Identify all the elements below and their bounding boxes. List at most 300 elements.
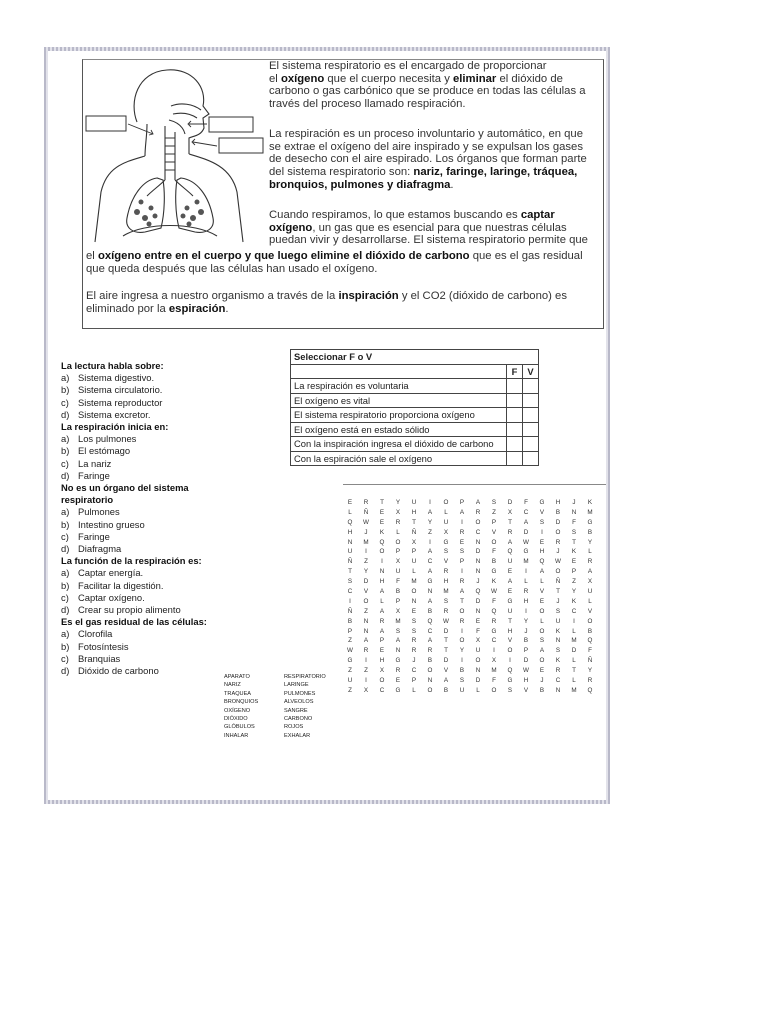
word-search-letter[interactable]: S — [443, 597, 449, 605]
question-option[interactable] — [61, 372, 236, 384]
tf-checkbox-v[interactable] — [523, 379, 539, 394]
word-search-letter[interactable]: Z — [428, 528, 432, 536]
word-search-letter[interactable]: D — [475, 597, 481, 605]
word-search-letter[interactable]: O — [539, 657, 545, 665]
word-search-letter[interactable]: P — [379, 637, 385, 645]
word-search-letter[interactable]: O — [539, 607, 545, 615]
word-search-letter[interactable]: G — [587, 518, 593, 526]
word-search-letter[interactable]: A — [459, 508, 465, 516]
word-search-letter[interactable]: O — [411, 588, 417, 596]
word-search-letter[interactable]: T — [556, 588, 560, 596]
word-search-letter[interactable]: X — [587, 578, 593, 586]
word-search-letter[interactable]: A — [587, 568, 593, 576]
word-search-letter[interactable]: N — [347, 538, 353, 546]
word-search-letter[interactable]: I — [461, 518, 463, 526]
word-search-letter[interactable]: D — [475, 677, 481, 685]
word-search-letter[interactable]: F — [492, 548, 496, 556]
word-search-letter[interactable]: P — [459, 499, 465, 506]
word-search-letter[interactable]: S — [411, 627, 417, 635]
tf-checkbox-v[interactable] — [523, 422, 539, 437]
word-search-letter[interactable]: I — [541, 528, 543, 536]
word-search-letter[interactable]: J — [412, 657, 416, 665]
word-search-letter[interactable]: J — [540, 677, 544, 685]
word-search-letter[interactable]: T — [572, 538, 576, 546]
word-search-letter[interactable]: G — [523, 548, 529, 556]
word-search-letter[interactable]: Q — [427, 617, 433, 625]
word-search-letter[interactable]: Ñ — [411, 528, 417, 536]
word-search-letter[interactable]: W — [363, 518, 369, 526]
word-search-letter[interactable]: L — [348, 508, 352, 516]
word-search-letter[interactable]: E — [539, 597, 545, 605]
word-search-letter[interactable]: A — [539, 647, 545, 655]
word-search-letter[interactable]: N — [475, 568, 481, 576]
word-search-letter[interactable]: J — [476, 578, 480, 586]
word-search-letter[interactable]: N — [395, 647, 401, 655]
word-search-letter[interactable]: B — [587, 627, 593, 635]
word-search-letter[interactable]: L — [588, 597, 592, 605]
word-search-letter[interactable]: Q — [491, 607, 497, 615]
question-option[interactable] — [61, 433, 236, 445]
word-search-letter[interactable]: Z — [364, 607, 368, 615]
word-search-letter[interactable]: Q — [379, 538, 385, 546]
word-search-letter[interactable]: O — [443, 499, 449, 506]
word-search-letter[interactable]: P — [571, 568, 577, 576]
word-search-letter[interactable]: U — [459, 686, 465, 694]
word-search-letter[interactable]: Q — [475, 588, 481, 596]
word-search-letter[interactable]: L — [524, 578, 528, 586]
word-search-letter[interactable]: C — [555, 677, 561, 685]
word-search-letter[interactable]: O — [587, 617, 593, 625]
word-search-letter[interactable]: Z — [364, 667, 368, 675]
word-search-letter[interactable]: X — [363, 686, 369, 694]
question-option[interactable] — [61, 592, 236, 604]
word-search-letter[interactable]: U — [475, 647, 481, 655]
question-option[interactable] — [61, 409, 236, 421]
question-option[interactable] — [61, 628, 236, 640]
word-search-letter[interactable]: A — [539, 568, 545, 576]
word-search-letter[interactable]: T — [444, 637, 448, 645]
word-search-letter[interactable]: G — [395, 686, 401, 694]
word-search-letter[interactable]: C — [571, 607, 577, 615]
word-search-letter[interactable]: R — [555, 538, 561, 546]
word-search-letter[interactable]: P — [411, 677, 417, 685]
word-search-letter[interactable]: L — [572, 677, 576, 685]
word-search-letter[interactable]: B — [427, 607, 433, 615]
word-search-letter[interactable]: M — [491, 667, 497, 675]
word-search-letter[interactable]: A — [427, 637, 433, 645]
word-search-letter[interactable]: O — [427, 667, 433, 675]
tf-checkbox-f[interactable] — [507, 437, 523, 452]
word-search-letter[interactable]: A — [427, 508, 433, 516]
word-search-letter[interactable]: E — [459, 538, 465, 546]
word-search-letter[interactable]: R — [379, 617, 385, 625]
word-search-letter[interactable]: N — [555, 637, 561, 645]
word-search-letter[interactable]: H — [443, 578, 449, 586]
word-search-letter[interactable]: F — [476, 627, 480, 635]
word-search-letter[interactable]: W — [555, 558, 561, 566]
word-search-letter[interactable]: O — [475, 657, 481, 665]
word-search-letter[interactable]: U — [347, 677, 353, 685]
word-search-letter[interactable]: S — [459, 677, 465, 685]
word-search-letter[interactable]: J — [556, 548, 560, 556]
word-search-letter[interactable]: A — [507, 538, 513, 546]
word-search-letter[interactable]: F — [588, 647, 592, 655]
word-search-letter[interactable]: E — [411, 607, 417, 615]
word-search-letter[interactable]: R — [411, 637, 417, 645]
word-search-letter[interactable]: Z — [364, 558, 368, 566]
question-option[interactable] — [61, 580, 236, 592]
word-search-letter[interactable]: E — [539, 538, 545, 546]
word-search-letter[interactable]: X — [491, 657, 497, 665]
word-search-letter[interactable]: S — [395, 627, 401, 635]
word-search-letter[interactable]: G — [491, 568, 497, 576]
question-option[interactable] — [61, 567, 236, 579]
question-option[interactable] — [61, 506, 236, 518]
word-search-letter[interactable]: E — [379, 508, 385, 516]
word-search-letter[interactable]: H — [379, 657, 385, 665]
word-search-letter[interactable]: E — [539, 667, 545, 675]
word-search-letter[interactable]: H — [411, 508, 417, 516]
word-search-letter[interactable]: Ñ — [363, 508, 369, 516]
label-box-left[interactable] — [86, 116, 126, 131]
word-search-letter[interactable]: I — [429, 499, 431, 506]
word-search-letter[interactable]: O — [459, 607, 465, 615]
word-search-letter[interactable]: R — [475, 508, 481, 516]
word-search-letter[interactable]: A — [507, 578, 513, 586]
word-search-letter[interactable]: W — [347, 647, 353, 655]
word-search-letter[interactable]: Z — [348, 667, 352, 675]
word-search-letter[interactable]: U — [395, 568, 401, 576]
word-search-letter[interactable]: E — [347, 499, 353, 506]
word-search-letter[interactable]: T — [460, 597, 464, 605]
word-search-letter[interactable]: M — [395, 617, 401, 625]
word-search-letter[interactable]: T — [508, 617, 512, 625]
word-search-letter[interactable]: G — [507, 597, 513, 605]
word-search-letter[interactable]: Ñ — [555, 578, 561, 586]
question-option[interactable] — [61, 384, 236, 396]
word-search-letter[interactable]: G — [507, 677, 513, 685]
word-search-letter[interactable]: O — [555, 528, 561, 536]
word-search-letter[interactable]: I — [365, 657, 367, 665]
word-search-letter[interactable]: X — [395, 607, 401, 615]
word-search-letter[interactable]: E — [507, 588, 513, 596]
word-search-letter[interactable]: S — [411, 617, 417, 625]
word-search-letter[interactable]: B — [587, 528, 593, 536]
word-search-letter[interactable]: V — [587, 607, 593, 615]
word-search-letter[interactable]: L — [540, 617, 544, 625]
word-search-letter[interactable]: N — [475, 667, 481, 675]
word-search-letter[interactable]: L — [540, 578, 544, 586]
word-search-letter[interactable]: E — [475, 617, 481, 625]
word-search-letter[interactable]: A — [363, 637, 369, 645]
word-search-letter[interactable]: I — [381, 558, 383, 566]
word-search-letter[interactable]: L — [572, 627, 576, 635]
word-search-letter[interactable]: T — [380, 499, 384, 506]
word-search-letter[interactable]: A — [395, 637, 401, 645]
word-search-letter[interactable]: T — [412, 518, 416, 526]
word-search-letter[interactable]: B — [395, 588, 401, 596]
question-option[interactable] — [61, 641, 236, 653]
word-search-letter[interactable]: V — [539, 508, 545, 516]
word-search-letter[interactable]: R — [587, 558, 593, 566]
tf-checkbox-f[interactable] — [507, 408, 523, 423]
word-search-letter[interactable]: F — [492, 677, 496, 685]
word-search-letter[interactable]: O — [379, 548, 385, 556]
word-search-letter[interactable]: K — [587, 499, 593, 506]
word-search-letter[interactable]: Ñ — [347, 558, 353, 566]
word-search-letter[interactable]: A — [443, 677, 449, 685]
question-option[interactable] — [61, 470, 236, 482]
word-search-letter[interactable]: C — [427, 558, 433, 566]
word-search-letter[interactable]: N — [363, 627, 369, 635]
word-search-letter[interactable]: D — [523, 657, 529, 665]
word-search-letter[interactable]: C — [475, 528, 481, 536]
word-search-letter[interactable]: G — [395, 657, 401, 665]
word-search-letter[interactable]: Y — [459, 647, 465, 655]
word-search-letter[interactable]: Q — [587, 637, 593, 645]
tf-checkbox-v[interactable] — [523, 408, 539, 423]
word-search-letter[interactable]: Z — [492, 508, 496, 516]
word-search-letter[interactable]: O — [459, 637, 465, 645]
question-option[interactable] — [61, 458, 236, 470]
word-search-letter[interactable]: U — [347, 548, 353, 556]
word-search-letter[interactable]: I — [365, 548, 367, 556]
word-search-letter[interactable]: T — [572, 667, 576, 675]
word-search-letter[interactable]: A — [379, 627, 385, 635]
word-search-letter[interactable]: J — [556, 597, 560, 605]
word-search-letter[interactable]: X — [507, 508, 513, 516]
word-search-letter[interactable]: Ñ — [347, 607, 353, 615]
word-search-letter[interactable]: S — [347, 578, 353, 586]
word-search-letter[interactable]: B — [491, 558, 497, 566]
word-search-letter[interactable]: D — [507, 499, 513, 506]
word-search-letter[interactable]: H — [347, 528, 353, 536]
word-search-letter[interactable]: B — [555, 508, 561, 516]
word-search-letter[interactable]: I — [509, 657, 511, 665]
word-search-letter[interactable]: U — [507, 607, 513, 615]
word-search-letter[interactable]: Y — [587, 667, 593, 675]
word-search-letter[interactable]: R — [363, 647, 369, 655]
tf-checkbox-f[interactable] — [507, 393, 523, 408]
word-search-letter[interactable]: C — [379, 686, 385, 694]
word-search-letter[interactable]: O — [539, 627, 545, 635]
word-search-letter[interactable]: I — [525, 607, 527, 615]
word-search-letter[interactable]: K — [555, 657, 561, 665]
word-search-letter[interactable]: P — [411, 548, 417, 556]
word-search-letter[interactable]: Y — [427, 518, 433, 526]
word-search-letter[interactable]: K — [491, 578, 497, 586]
word-search-letter[interactable]: G — [539, 499, 545, 506]
word-search-letter[interactable]: D — [523, 528, 529, 536]
word-search-letter[interactable]: D — [555, 518, 561, 526]
word-search-letter[interactable]: H — [539, 548, 545, 556]
question-option[interactable] — [61, 543, 236, 555]
word-search-letter[interactable]: D — [443, 627, 449, 635]
word-search-letter[interactable]: I — [349, 597, 351, 605]
word-search-letter[interactable]: O — [491, 538, 497, 546]
word-search-letter[interactable]: Z — [348, 686, 352, 694]
word-search-letter[interactable]: O — [475, 518, 481, 526]
word-search-letter[interactable]: G — [347, 657, 353, 665]
word-search-letter[interactable]: X — [475, 637, 481, 645]
word-search-letter[interactable]: N — [475, 558, 481, 566]
word-search-letter[interactable]: H — [555, 499, 561, 506]
word-search-letter[interactable]: C — [491, 637, 497, 645]
word-search-letter[interactable]: V — [443, 558, 449, 566]
word-search-letter[interactable]: S — [571, 528, 577, 536]
word-search-letter[interactable]: N — [379, 568, 385, 576]
word-search-letter[interactable]: W — [523, 538, 529, 546]
word-search-letter[interactable]: X — [395, 558, 401, 566]
word-search-letter[interactable]: B — [347, 617, 353, 625]
word-search-letter[interactable]: R — [523, 588, 529, 596]
word-search-letter[interactable]: W — [443, 617, 449, 625]
word-search-letter[interactable]: L — [412, 686, 416, 694]
question-option[interactable] — [61, 519, 236, 531]
word-search-letter[interactable]: B — [539, 686, 545, 694]
word-search-letter[interactable]: A — [459, 588, 465, 596]
word-search-letter[interactable]: O — [379, 677, 385, 685]
word-search-letter[interactable]: D — [475, 548, 481, 556]
word-search-letter[interactable]: O — [555, 568, 561, 576]
word-search-letter[interactable]: M — [571, 637, 577, 645]
word-search-letter[interactable]: Z — [348, 637, 352, 645]
word-search-letter[interactable]: R — [443, 607, 449, 615]
word-search-letter[interactable]: I — [573, 617, 575, 625]
word-search-letter[interactable]: V — [363, 588, 369, 596]
word-search-letter[interactable]: R — [507, 528, 513, 536]
word-search-letter[interactable]: C — [427, 627, 433, 635]
word-search-letter[interactable]: S — [507, 686, 513, 694]
word-search-letter[interactable]: N — [555, 686, 561, 694]
word-search-letter[interactable]: Q — [507, 667, 513, 675]
word-search-letter[interactable]: Y — [571, 588, 577, 596]
word-search-letter[interactable]: I — [493, 647, 495, 655]
word-search-letter[interactable]: N — [475, 607, 481, 615]
word-search-letter[interactable]: A — [427, 548, 433, 556]
word-search-letter[interactable]: E — [395, 677, 401, 685]
word-search-letter[interactable]: M — [411, 578, 417, 586]
word-search-letter[interactable]: X — [411, 538, 417, 546]
word-search-letter[interactable]: Y — [395, 499, 401, 506]
word-search-letter[interactable]: P — [347, 627, 353, 635]
word-search-letter[interactable]: V — [443, 667, 449, 675]
word-search-letter[interactable]: Ñ — [587, 657, 593, 665]
word-search-letter[interactable]: C — [411, 667, 417, 675]
word-search-letter[interactable]: U — [411, 499, 417, 506]
word-search-letter[interactable]: N — [475, 538, 481, 546]
word-search-letter[interactable]: T — [348, 568, 352, 576]
word-search-letter[interactable]: X — [443, 528, 449, 536]
word-search-letter[interactable]: A — [427, 568, 433, 576]
word-search-letter[interactable]: F — [524, 499, 528, 506]
word-search-letter[interactable]: S — [539, 637, 545, 645]
word-search-letter[interactable]: N — [363, 617, 369, 625]
word-search-letter[interactable]: T — [508, 518, 512, 526]
word-search-letter[interactable]: N — [427, 588, 433, 596]
word-search-letter[interactable]: B — [443, 686, 449, 694]
word-search-letter[interactable]: Y — [363, 568, 369, 576]
word-search-letter[interactable]: R — [491, 617, 497, 625]
word-search-letter[interactable]: S — [539, 518, 545, 526]
word-search-letter[interactable]: X — [379, 667, 385, 675]
word-search-letter[interactable]: G — [443, 538, 449, 546]
word-search-letter[interactable]: L — [444, 508, 448, 516]
word-search-letter[interactable]: L — [380, 597, 384, 605]
word-search-letter[interactable]: M — [363, 538, 369, 546]
word-search-letter[interactable]: Q — [347, 518, 353, 526]
word-search-letter[interactable]: O — [427, 686, 433, 694]
word-search-letter[interactable]: A — [475, 499, 481, 506]
word-search-letter[interactable]: P — [491, 518, 497, 526]
word-search-letter[interactable]: Y — [587, 538, 593, 546]
word-search-letter[interactable]: I — [461, 568, 463, 576]
label-box-right-bottom[interactable] — [219, 138, 263, 153]
word-search-letter[interactable]: M — [571, 686, 577, 694]
tf-checkbox-v[interactable] — [523, 451, 539, 466]
tf-checkbox-f[interactable] — [507, 379, 523, 394]
word-search-letter[interactable]: U — [507, 558, 513, 566]
word-search-letter[interactable]: F — [492, 597, 496, 605]
word-search-letter[interactable]: Y — [523, 617, 529, 625]
word-search-letter[interactable]: D — [443, 657, 449, 665]
word-search-letter[interactable]: W — [491, 588, 497, 596]
word-search-letter[interactable]: L — [572, 657, 576, 665]
word-search-letter[interactable]: L — [412, 568, 416, 576]
word-search-letter[interactable]: M — [587, 508, 593, 516]
word-search-letter[interactable]: O — [363, 597, 369, 605]
word-search-letter[interactable]: I — [461, 627, 463, 635]
word-search-letter[interactable]: J — [524, 627, 528, 635]
word-search-letter[interactable]: A — [523, 518, 529, 526]
word-search-letter[interactable]: S — [491, 499, 497, 506]
word-search-letter[interactable]: B — [459, 667, 465, 675]
question-option[interactable] — [61, 604, 236, 616]
word-search-letter[interactable]: R — [555, 667, 561, 675]
word-search-letter[interactable]: U — [411, 558, 417, 566]
word-search-letter[interactable]: L — [588, 548, 592, 556]
word-search-letter[interactable]: F — [396, 578, 400, 586]
question-option[interactable] — [61, 397, 236, 409]
word-search-letter[interactable]: I — [525, 568, 527, 576]
word-search-letter[interactable]: S — [555, 647, 561, 655]
word-search-letter[interactable]: V — [507, 637, 513, 645]
word-search-letter[interactable]: N — [411, 597, 417, 605]
word-search-letter[interactable]: R — [395, 518, 401, 526]
word-search-letter[interactable]: F — [572, 518, 576, 526]
word-search-letter[interactable]: X — [395, 508, 401, 516]
word-search-letter[interactable]: R — [363, 499, 369, 506]
word-search-letter[interactable]: B — [523, 637, 529, 645]
word-search-letter[interactable]: E — [507, 568, 513, 576]
word-search-letter[interactable]: K — [571, 548, 577, 556]
word-search-letter[interactable]: P — [395, 597, 401, 605]
word-search-letter[interactable]: G — [491, 627, 497, 635]
word-search-letter[interactable]: Q — [539, 558, 545, 566]
word-search-letter[interactable]: K — [555, 627, 561, 635]
word-search-letter[interactable]: S — [443, 548, 449, 556]
word-search-letter[interactable]: J — [572, 499, 576, 506]
tf-checkbox-v[interactable] — [523, 393, 539, 408]
word-search-letter[interactable]: Q — [507, 548, 513, 556]
word-search-letter[interactable]: H — [379, 578, 385, 586]
word-search-letter[interactable]: M — [443, 588, 449, 596]
word-search-letter[interactable]: R — [459, 617, 465, 625]
word-search-letter[interactable]: R — [459, 528, 465, 536]
word-search-letter[interactable]: O — [491, 686, 497, 694]
word-search-letter[interactable]: I — [461, 657, 463, 665]
label-box-right-top[interactable] — [209, 117, 253, 132]
